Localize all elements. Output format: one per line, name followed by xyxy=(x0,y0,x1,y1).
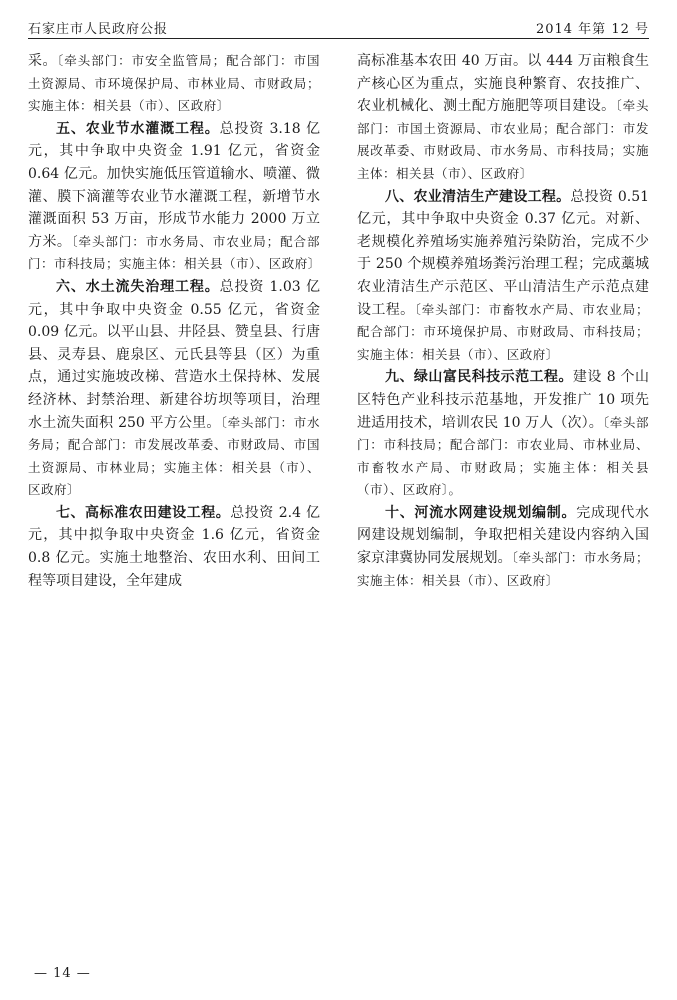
section-6-heading: 六、水土流失治理工程。 xyxy=(56,278,220,295)
header-rule xyxy=(28,38,649,39)
paragraph-body: 总投资 2.4 亿元，其中拟争取中央资金 1.6 亿元，省资金 0.8 亿元。实施土地整治、农田水利、田间工程等项目建设，全年建成 xyxy=(28,504,320,589)
paragraph-body: 建设 8 个山区特色产业科技示范基地，开发推广 10 项先进适用技术，培训农民 10 万人（次）。 xyxy=(357,369,650,431)
responsibility-note: 〔牵头部门：市国土资源局、市农业局；配合部门：市发展改革委、市财政局、市水务局、市科技局；实施主体：相关县（市）、区政府〕 xyxy=(357,98,649,181)
paragraph-body: 完成现代水网建设规划编制，争取把相关建设内容纳入国家京津冀协同发展规划。 xyxy=(357,504,650,567)
paragraph-body: 总投资 0.51 亿元，其中争取中央资金 0.37 亿元。对新、老规模化养殖场实施养殖污染防治，完成不少于 250 个规模养殖场粪污治理工程；完成藁城农业清洁生产示范区、平山清洁生产示范点建设工程。 xyxy=(357,188,650,318)
page-header xyxy=(28,12,649,38)
paragraph-continued xyxy=(357,50,649,186)
paragraph-continued xyxy=(28,50,320,118)
left-column xyxy=(28,50,320,592)
responsibility-note: 〔牵头部门：市水务局；配合部门：市发展改革委、市财政局、市国土资源局、市林业局；实施主体：相关县（市）、区政府〕 xyxy=(28,414,320,498)
paragraph-body: 采。 xyxy=(28,53,57,69)
right-column xyxy=(357,50,649,592)
responsibility-note: 〔牵头部门：市安全监管局；配合部门：市国土资源局、市环境保护局、市林业局、市财政局；实施主体：相关县（市）、区政府〕 xyxy=(28,53,320,114)
issue-number: 2014 年第 12 号 xyxy=(535,22,649,37)
section-9-heading: 九、绿山富民科技示范工程。 xyxy=(385,369,573,386)
section-8-heading: 八、农业清洁生产建设工程。 xyxy=(385,188,571,205)
publication-title: 石家庄市人民政府公报 xyxy=(28,22,169,37)
section-7-heading: 七、高标准农田建设工程。 xyxy=(56,504,231,521)
paragraph-body: 总投资 3.18 亿元，其中争取中央资金 1.91 亿元，省资金 0.64 亿元。加快实施低压管道输水、喷灌、微灌、膜下滴灌等农业节水灌溉工程，新增节水灌溉面积 53 万亩，形成节水能力 2000 万立方米。 xyxy=(28,120,321,250)
section-9-paragraph xyxy=(357,366,649,502)
section-10-heading: 十、河流水网建设规划编制。 xyxy=(385,504,577,521)
page-number: — 14 — xyxy=(34,966,91,981)
section-6-paragraph xyxy=(28,276,320,502)
section-5-paragraph xyxy=(28,118,320,276)
responsibility-note: 〔牵头部门：市水务局；实施主体：相关县（市）、区政府〕 xyxy=(357,550,649,588)
section-5-heading: 五、农业节水灌溉工程。 xyxy=(56,120,220,137)
section-8-paragraph xyxy=(357,186,649,367)
responsibility-note: 〔牵头部门：市畜牧水产局、市农业局；配合部门：市环境保护局、市财政局、市科技局；实施主体：相关县（市）、区政府〕 xyxy=(357,301,649,362)
paragraph-body: 高标准基本农田 40 万亩。以 444 万亩粮食生产核心区为重点，实施良种繁育、农技推广、农业机械化、测土配方施肥等项目建设。 xyxy=(357,53,649,115)
responsibility-note: 〔牵头部门：市科技局；配合部门：市农业局、市林业局、市畜牧水产局、市财政局；实施主体：相关县（市）、区政府〕。 xyxy=(357,414,649,498)
responsibility-note: 〔牵头部门：市水务局、市农业局；配合部门：市科技局；实施主体：相关县（市）、区政府〕 xyxy=(28,233,321,272)
section-10-paragraph xyxy=(357,502,649,592)
paragraph-body: 总投资 1.03 亿元，其中争取中央资金 0.55 亿元，省资金 0.09 亿元。以平山县、井陉县、赞皇县、行唐县、灵寿县、鹿泉区、元氏县等县（区）为重点，通过实施坡改梯、营造水土保持林、发展经济林、封禁治理、新建谷坊坝等项目，治理水土流失面积 250 平方公里。 xyxy=(28,278,321,431)
section-7-paragraph xyxy=(28,502,320,592)
